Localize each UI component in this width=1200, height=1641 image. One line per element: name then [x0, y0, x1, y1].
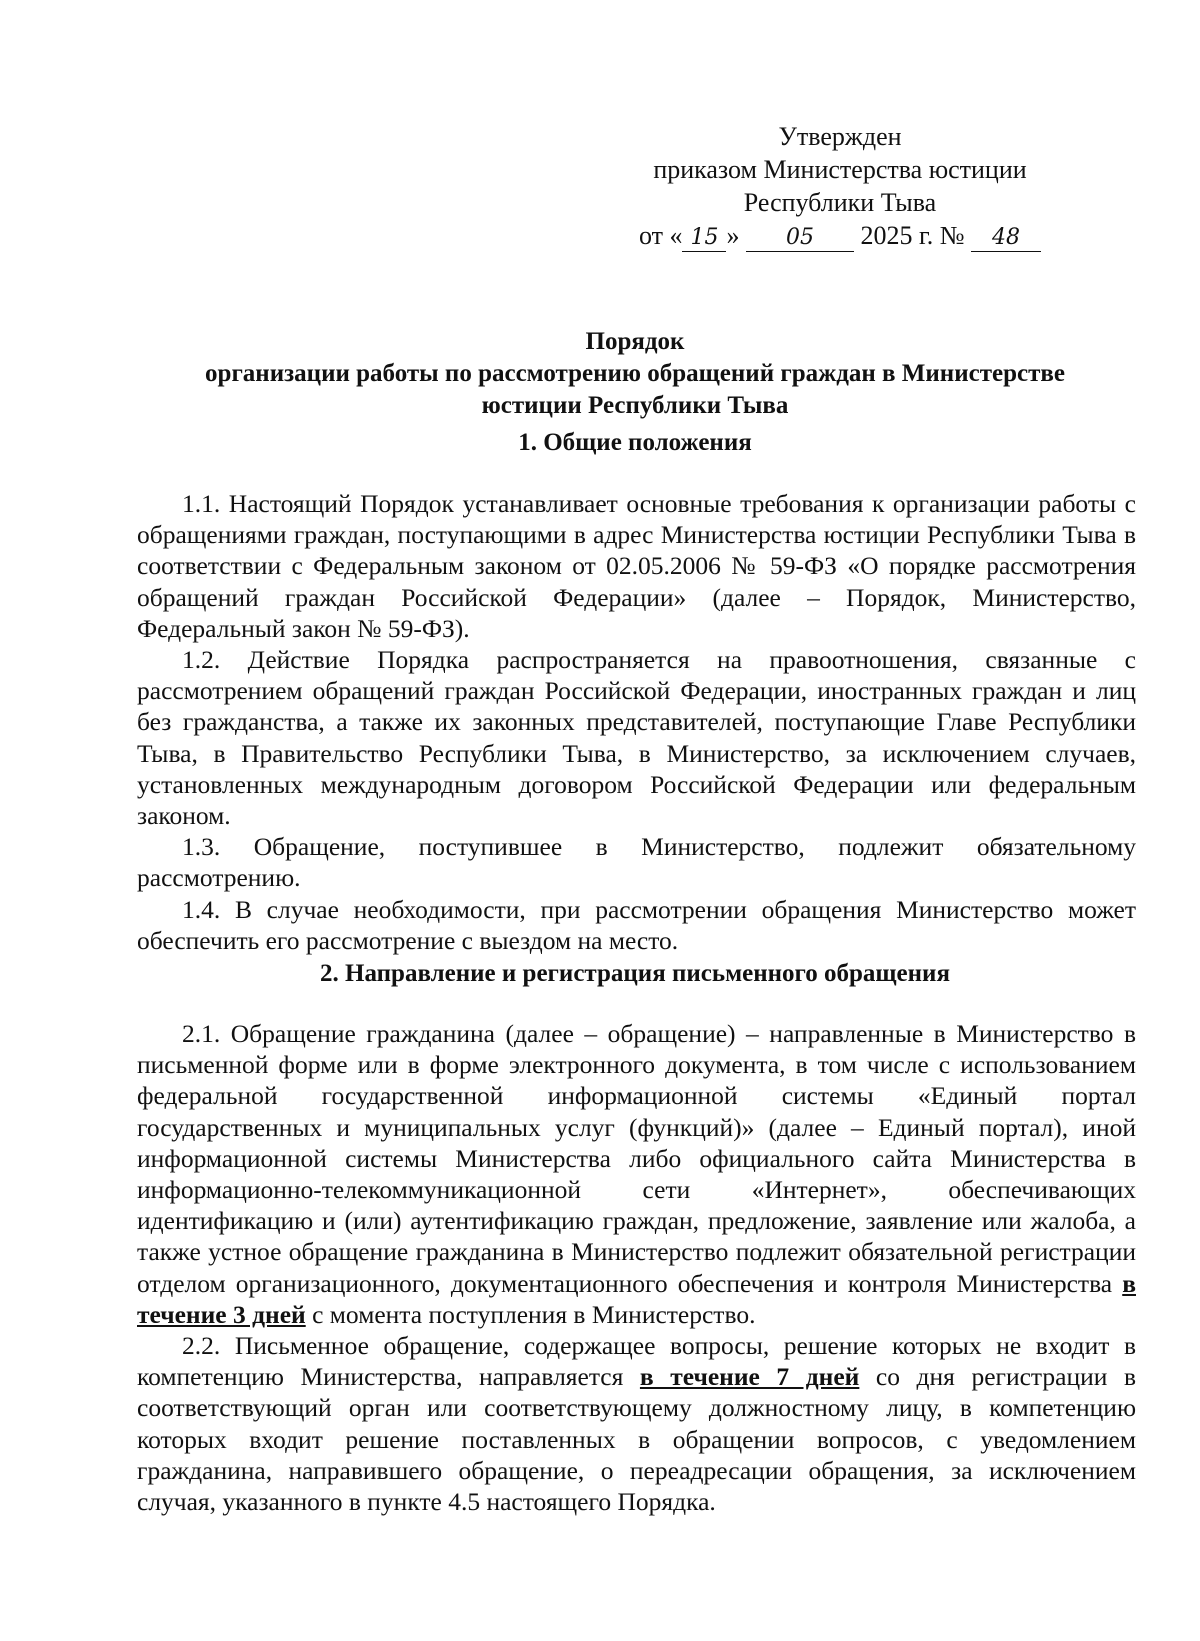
handwritten-day: 15	[682, 225, 726, 252]
paragraph-2-2-tail: со дня регистрации в соответствующий орган или соответствующему должностному лицу, в компетенцию которых входит решение поставленных в обращении вопросов, с уведомлением гражданина, направившего обращение, о переадресации обращения, за исключением случая, указанного в пункте 4.5 настоящего Порядка.	[137, 1362, 1136, 1517]
paragraph-1-2: 1.2. Действие Порядка распространяется на правоотношения, связанные с рассмотрением обращений граждан Российской Федерации, иностранных граждан и лиц без гражданства, а также их законных представителей, поступающие Главе Республики Тыва, в Правительство Республики Тыва, в Министерство, за исключением случаев, установленных международным договором Российской Федерации или федеральным законом.	[137, 645, 1136, 831]
paragraph-2-1	[137, 1018, 1136, 1330]
paragraph-2-2-text: 2.2. Письменное обращение, содержащее вопросы, решение которых не входит в компетенцию Министерства, направляется	[137, 1331, 1136, 1392]
deadline-3-days: в течение 3 дней	[137, 1268, 1136, 1329]
paragraph-2-1-text: 2.1. Обращение гражданина (далее – обращение) – направленные в Министерство в письменной форме или в форме электронного документа, в том числе с использованием федеральной государственной информационной системы «Единый портал государственных и муниципальных услуг (функций)» (далее – Единый портал), иной информационной системы Министерства либо официального сайта Министерства в информационно-телекоммуникационной сети «Интернет», обеспечивающих идентификацию и (или) аутентификацию граждан, предложение, заявление или жалоба, а также устное обращение гражданина в Министерство подлежит обязательной регистрации отделом организационного, документационного обеспечения и контроля Министерства	[137, 1019, 1136, 1298]
date-mid: »	[726, 221, 740, 250]
document-title	[135, 326, 1135, 422]
title-line-2: организации работы по рассмотрению обращений граждан в Министерстве	[205, 360, 1065, 387]
date-prefix: от «	[638, 221, 683, 250]
paragraph-1-3: 1.3. Обращение, поступившее в Министерство, подлежит обязательному рассмотрению.	[137, 832, 1136, 893]
title-line-3: юстиции Республики Тыва	[481, 392, 789, 419]
paragraph-1-1: 1.1. Настоящий Порядок устанавливает основные требования к организации работы с обращениями граждан, поступающими в адрес Министерства юстиции Республики Тыва в соответствии с Федеральным законом от 02.05.2006 № 59-ФЗ «О порядке рассмотрения обращений граждан Российской Федерации» (далее – Порядок, Министерство, Федеральный закон № 59-ФЗ).	[137, 489, 1136, 643]
date-year: 2025 г. №	[860, 221, 965, 250]
deadline-7-days: в течение 7 дней	[639, 1362, 860, 1392]
section-2-heading: 2. Направление и регистрация письменного обращения	[320, 960, 950, 987]
section-1-heading: 1. Общие положения	[518, 429, 752, 456]
section-2-body	[137, 1018, 1136, 1517]
title-line-1: Порядок	[585, 328, 685, 355]
paragraph-2-2	[137, 1330, 1136, 1517]
approval-region: Республики Тыва	[743, 188, 937, 217]
approval-order-issuer: приказом Министерства юстиции	[653, 155, 1027, 184]
approval-status: Утвержден	[778, 122, 902, 151]
paragraph-1-4: 1.4. В случае необходимости, при рассмотрении обращения Министерство может обеспечить его рассмотрение с выездом на место.	[137, 894, 1136, 955]
handwritten-month: 05	[746, 225, 854, 252]
section-1-body	[137, 488, 1136, 956]
paragraph-2-1-tail: с момента поступления в Министерство.	[305, 1299, 756, 1329]
approval-block	[620, 120, 1060, 252]
approval-date-line	[620, 219, 1060, 252]
handwritten-order-number: 48	[971, 225, 1041, 252]
